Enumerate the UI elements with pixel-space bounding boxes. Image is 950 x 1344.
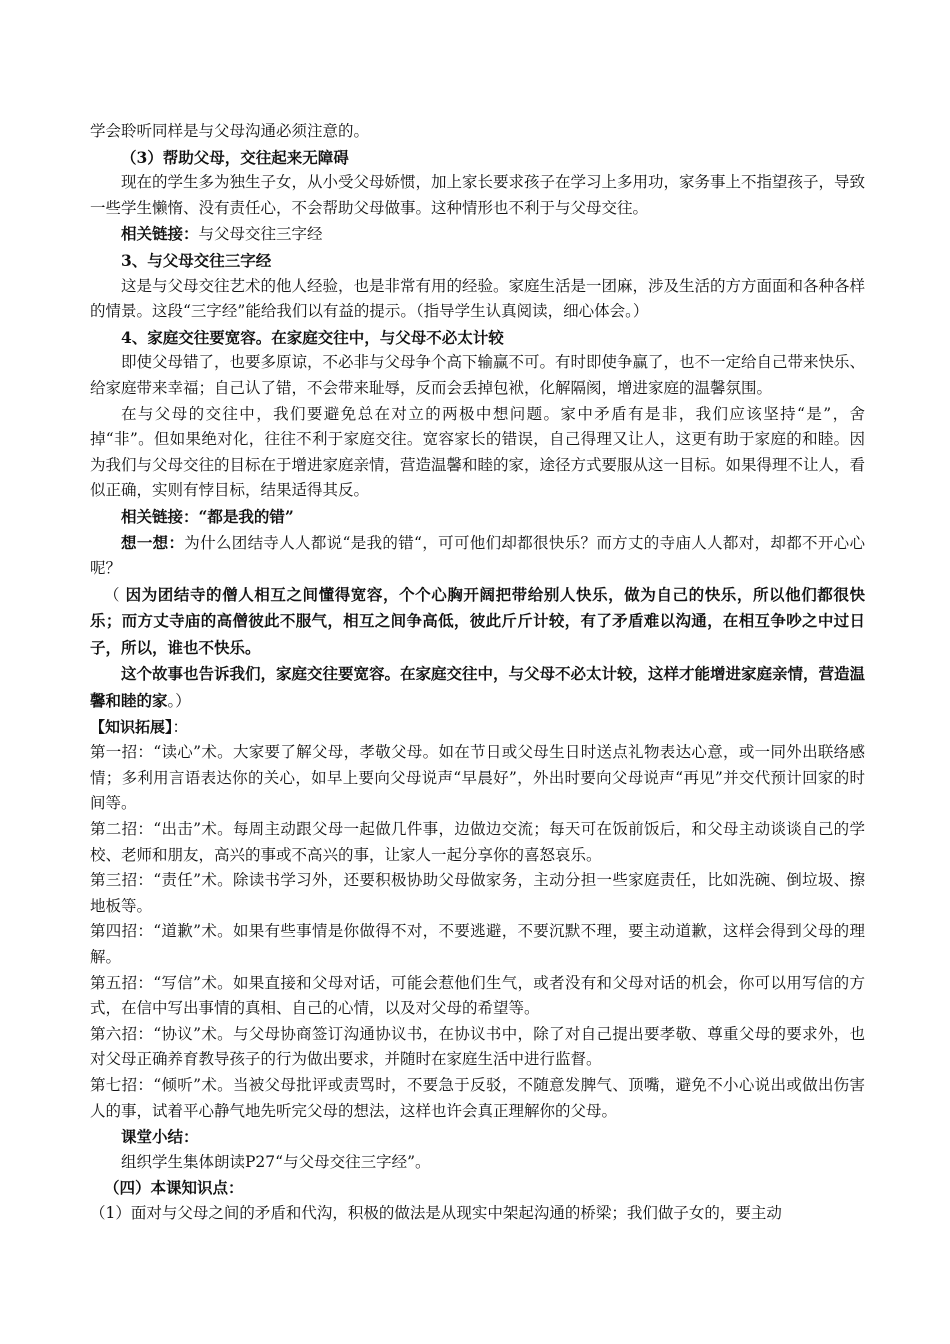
- tip-item-5: 第五招：“写信”术。如果直接和父母对话，可能会惹他们生气，或者没有和父母对话的机会，你可以用写信的方式，在信中写出事情的真相、自己的心情，以及对父母的希望等。: [90, 973, 865, 1018]
- related-link-text: 与父母交往三字经: [198, 225, 323, 244]
- story-lesson-text: 这个故事也告诉我们，家庭交往要宽容。在家庭交往中，与父母不必太计较，这样才能增进家庭亲情，营造温馨和睦的家: [90, 664, 866, 711]
- tip-item-1: 第一招：“读心”术。大家要了解父母，孝敬父母。如在节日或父母生日时送点礼物表达心意，或一同外出联络感情；多利用言语表达你的关心，如早上要向父母说声“早晨好”，外出时要向父母说声“再见”并交代预计回家的时间等。: [90, 743, 865, 813]
- answer-paragraph: [90, 582, 865, 662]
- knowledge-extension-colon: ：: [172, 717, 189, 736]
- tip-item-6: 第六招：“协议”术。与父母协商签订沟通协议书，在协议书中，除了对自己提出要孝敬、尊重父母的要求外，也对父母正确养育教导孩子的行为做出要求，并随时在家庭生活中进行监督。: [90, 1024, 865, 1069]
- class-summary-heading: 课堂小结：: [121, 1127, 199, 1147]
- tip-item-2: 第二招：“出击”术。每周主动跟父母一起做几件事，边做边交流；每天可在饭前饭后，和父母主动谈谈自己的学校、老师和朋友，高兴的事或不高兴的事，让家人一起分享你的喜怒哀乐。: [90, 820, 865, 864]
- answer-text: 因为团结寺的僧人相互之间懂得宽容，个个心胸开阔把带给别人快乐，做为自己的快乐，所以他们都很快乐；而方丈寺庙的高僧彼此不服气，相互之间争高低，彼此斤斤计较，有了矛盾难以沟通，在相互争吵之中过日子，所以，谁也不快乐。: [90, 584, 865, 657]
- think-label: 想一想：: [121, 532, 185, 552]
- knowledge-extension-heading: [90, 715, 865, 741]
- related-link-three-char: [90, 221, 865, 248]
- heading-three-char-classic: 3、与父母交往三字经: [121, 250, 272, 270]
- paragraph-experience: 这是与父母交往艺术的他人经验，也是非常有用的经验。家庭生活是一团麻，涉及生活的方方面面和各种各样的情景。这段“三字经”能给我们以有益的提示。（指导学生认真阅读，细心体会。）: [90, 276, 866, 321]
- tip-item-4: 第四招：“道歉”术。如果有些事情是你做得不对，不要逃避，不要沉默不理，要主动道歉，这样会得到父母的理解。: [90, 922, 865, 966]
- paragraph-only-children: 现在的学生多为独生子女，从小受父母娇惯，加上家长要求孩子在学习上多用功，家务事上不指望孩子，导致一些学生懒惰、没有责任心，不会帮助父母做事。这种情形也不利于与父母交往。: [90, 173, 866, 217]
- knowledge-points-heading: （四）本课知识点：: [104, 1178, 244, 1198]
- knowledge-extension-title: 【知识拓展】: [90, 717, 173, 736]
- paragraph-two-extremes: 在与父母的交往中，我们要避免总在对立的两极中想问题。家中矛盾有是非，我们应该坚持“是”，舍掉“非”。但如果绝对化，往往不利于家庭交往。宽容家长的错误，自己得理又让人，这更有助于家庭的和睦。因为我们与父母交往的目标在于增进家庭亲情，营造温馨和睦的家，途径方式要服从这一目标。如果得理不让人，看似正确，实则有悖目标，结果适得其反。: [90, 404, 866, 500]
- heading-tolerance: 4、家庭交往要宽容。在家庭交往中，与父母不必太计较: [121, 327, 504, 347]
- paragraph-listening: 学会聆听同样是与父母沟通必须注意的。: [90, 122, 370, 140]
- story-lesson-close: 。）: [167, 692, 191, 711]
- class-summary-text: 组织学生集体朗读P27“与父母交往三字经”。: [121, 1152, 431, 1171]
- story-lesson: [90, 661, 865, 714]
- tip-item-7: 第七招：“倾听”术。当被父母批评或责骂时，不要急于反驳，不随意发脾气、顶嘴，避免不小心说出或做出伤害人的事，试着平心静气地先听完父母的想法，这样也许会真正理解你的父母。: [90, 1075, 865, 1120]
- document-page: [90, 119, 865, 1227]
- related-link-my-fault: 相关链接：“都是我的错”: [121, 506, 294, 526]
- tip-item-3: 第三招：“责任”术。除读书学习外，还要积极协助父母做家务，主动分担一些家庭责任，比如洗碗、倒垃圾、擦地板等。: [90, 871, 865, 915]
- knowledge-point-1: （1）面对与父母之间的矛盾和代沟，积极的做法是从现实中架起沟通的桥梁；我们做子女的，要主动: [90, 1203, 782, 1222]
- heading-help-parents: （3）帮助父母，交往起来无障碍: [121, 147, 349, 167]
- answer-open-paren: （: [104, 585, 121, 604]
- think-text: 为什么团结寺人人都说“是我的错“，可可他们却都很快乐？而方丈的寺庙人人都对，却都不开心心呢？: [90, 533, 865, 578]
- paragraph-forgive: 即使父母错了，也要多原谅，不必非与父母争个高下输赢不可。有时即使争赢了，也不一定给自己带来快乐、给家庭带来幸福；自己认了错，不会带来耻辱，反而会丢掉包袱，化解隔阂，增进家庭的温馨氛围。: [90, 353, 866, 397]
- think-question: [90, 530, 865, 582]
- related-link-label: 相关链接：: [121, 224, 199, 244]
